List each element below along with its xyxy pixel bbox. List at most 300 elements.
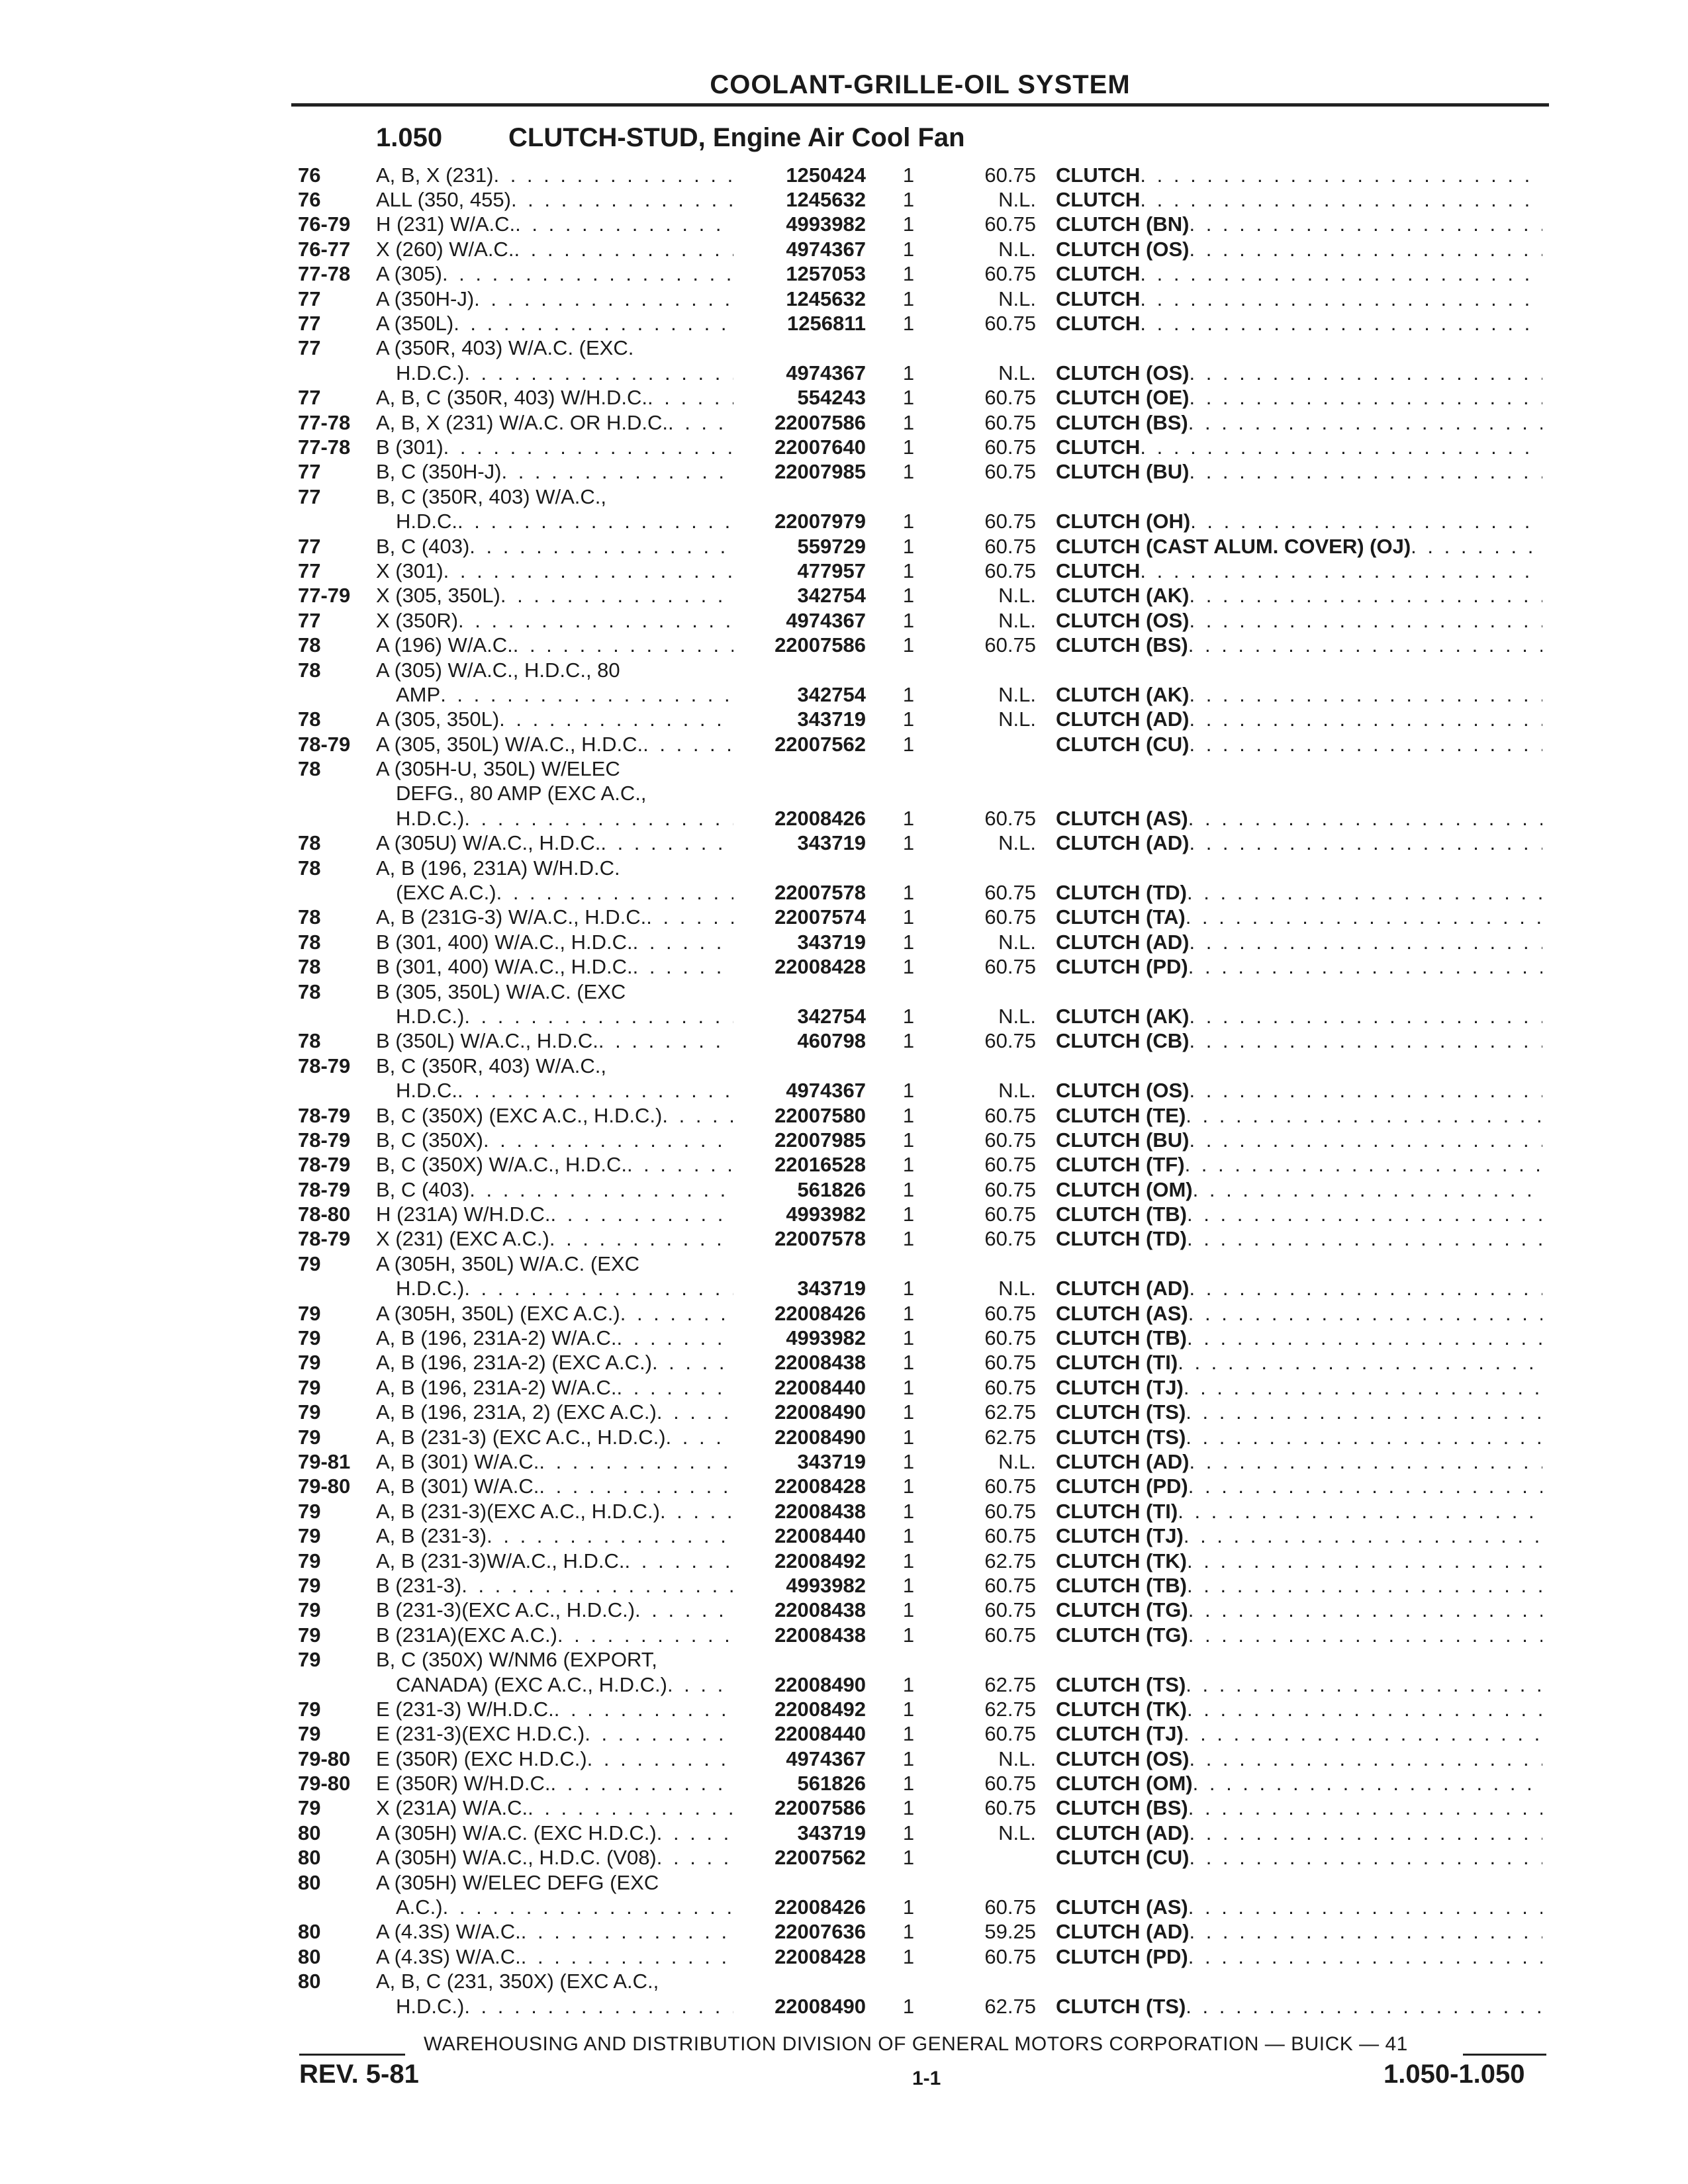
- application: H.D.C.) . . .: [376, 1004, 733, 1028]
- description: CLUTCH (TS) . . .: [1056, 1400, 1542, 1425]
- model-year: 79-80: [298, 1772, 351, 1796]
- table-row: [298, 1301, 1542, 1326]
- table-row: [298, 880, 1542, 905]
- model-year: [298, 1277, 376, 1301]
- price: 60.75: [984, 1375, 1036, 1399]
- description: CLUTCH . . .: [1056, 187, 1542, 212]
- table-row: [298, 484, 1542, 509]
- description: CLUTCH (AD) . . .: [1056, 930, 1542, 954]
- table-row: [298, 608, 1542, 633]
- price: N.L.: [998, 1277, 1036, 1300]
- header-rule: [291, 103, 1549, 107]
- application: A (196) W/A.C. . . .: [376, 633, 733, 657]
- footer-rule-right: [1463, 2054, 1546, 2056]
- quantity: 1: [902, 1672, 915, 1696]
- description: CLUTCH (OE) . . .: [1056, 386, 1542, 410]
- description: CLUTCH (TS) . . .: [1056, 1994, 1542, 2019]
- price: [943, 336, 1056, 361]
- part-number: 342754: [797, 584, 866, 608]
- table-row: [298, 1796, 1542, 1821]
- quantity: 1: [902, 955, 915, 979]
- description: CLUTCH (TI) . . .: [1056, 1351, 1542, 1375]
- table-row: [298, 856, 1542, 880]
- price: [943, 1870, 1056, 1895]
- quantity: 1: [902, 559, 915, 582]
- quantity: 1: [902, 1944, 915, 1968]
- model-year: 79: [298, 1598, 321, 1622]
- quantity: 1: [902, 262, 915, 286]
- description: CLUTCH (AD) . . .: [1056, 1277, 1542, 1301]
- description: CLUTCH (OS) . . .: [1056, 237, 1542, 261]
- application: B, C (350X) (EXC A.C., H.D.C.) . . .: [376, 1103, 733, 1128]
- table-row: [298, 262, 1542, 287]
- table-row: [298, 1623, 1542, 1647]
- price: [943, 856, 1056, 880]
- model-year: [298, 361, 376, 385]
- model-year: 78: [298, 1029, 321, 1053]
- table-row: [298, 682, 1542, 707]
- part-number: 1250424: [786, 163, 866, 187]
- application: CANADA) (EXC A.C., H.D.C.) . . .: [376, 1672, 733, 1697]
- description: CLUTCH (PD) . . .: [1056, 1475, 1542, 1499]
- price: 60.75: [984, 435, 1036, 459]
- part-number: 559729: [797, 534, 866, 558]
- part-number: 22008428: [774, 1944, 866, 1968]
- model-year: 77: [298, 559, 321, 582]
- model-year: 79: [298, 1524, 321, 1548]
- price: 60.75: [984, 1128, 1036, 1152]
- table-row: [298, 1400, 1542, 1425]
- part-number: 4974367: [786, 608, 866, 632]
- description: CLUTCH (AD) . . .: [1056, 831, 1542, 856]
- table-row: [298, 1103, 1542, 1128]
- quantity: [874, 782, 943, 806]
- table-row: [298, 584, 1542, 608]
- quantity: 1: [902, 1747, 915, 1770]
- part-number: 22007636: [774, 1920, 866, 1944]
- description: CLUTCH (TE) . . .: [1056, 1103, 1542, 1128]
- description: [1056, 1647, 1542, 1672]
- model-year: 79: [298, 1648, 321, 1672]
- model-year: 79-81: [298, 1450, 351, 1473]
- description: CLUTCH . . .: [1056, 163, 1542, 187]
- price: N.L.: [998, 707, 1036, 731]
- application: E (350R) (EXC H.D.C.) . . .: [376, 1747, 733, 1771]
- description: CLUTCH (TS) . . .: [1056, 1425, 1542, 1449]
- price: 62.75: [984, 1672, 1036, 1696]
- quantity: 1: [902, 1301, 915, 1325]
- part-number: 460798: [797, 1029, 866, 1053]
- description: CLUTCH (OS) . . .: [1056, 1078, 1542, 1103]
- price: 60.75: [984, 955, 1036, 979]
- application: A, B, C (350R, 403) W/H.D.C. . . .: [376, 386, 733, 410]
- application: DEFG., 80 AMP (EXC A.C.,: [396, 782, 647, 805]
- description: CLUTCH (BS) . . .: [1056, 1796, 1542, 1821]
- part-number: 22008492: [774, 1549, 866, 1572]
- price: 60.75: [984, 410, 1036, 434]
- description: CLUTCH (OH) . . .: [1056, 509, 1542, 533]
- quantity: [874, 1970, 943, 1994]
- price: 60.75: [984, 1301, 1036, 1325]
- model-year: 77: [298, 312, 321, 336]
- quantity: 1: [902, 188, 915, 212]
- table-row: [298, 534, 1542, 559]
- model-year: 78: [298, 856, 321, 880]
- part-number: 22007640: [774, 435, 866, 459]
- description: CLUTCH (PD) . . .: [1056, 955, 1542, 979]
- model-year: 77: [298, 287, 321, 310]
- description: CLUTCH (TD) . . .: [1056, 1227, 1542, 1251]
- quantity: 1: [902, 1994, 915, 2018]
- model-year: 78: [298, 930, 321, 954]
- part-number: 22008490: [774, 1994, 866, 2018]
- price: N.L.: [998, 361, 1036, 385]
- price: N.L.: [998, 287, 1036, 310]
- part-number: 4974367: [786, 361, 866, 385]
- price: 60.75: [984, 1153, 1036, 1177]
- description: [1056, 782, 1542, 806]
- application: A, B (231G-3) W/A.C., H.D.C. . . .: [376, 905, 733, 930]
- description: CLUTCH (AD) . . .: [1056, 1449, 1542, 1474]
- table-row: [298, 658, 1542, 682]
- price: 60.75: [984, 1598, 1036, 1622]
- quantity: 1: [902, 1203, 915, 1226]
- quantity: 1: [902, 1425, 915, 1449]
- part-number: 4993982: [786, 1203, 866, 1226]
- part-number: 1256811: [787, 312, 866, 336]
- application: A (305, 350L) . . .: [376, 707, 733, 732]
- quantity: 1: [902, 732, 915, 756]
- model-year: 80: [298, 1970, 321, 1993]
- quantity: [874, 1054, 943, 1078]
- quantity: 1: [902, 1499, 915, 1523]
- table-row: [298, 756, 1542, 781]
- application: B (231-3) . . .: [376, 1573, 733, 1598]
- quantity: 1: [902, 534, 915, 558]
- price: 60.75: [984, 1177, 1036, 1201]
- description: [1056, 658, 1542, 682]
- quantity: 1: [902, 386, 915, 410]
- part-number: 22008492: [774, 1697, 866, 1721]
- model-year: 78-79: [298, 1103, 351, 1127]
- description: CLUTCH (OS) . . .: [1056, 1747, 1542, 1771]
- description: [1056, 1054, 1542, 1078]
- application: H.D.C. . . .: [376, 509, 733, 533]
- price: 62.75: [984, 1697, 1036, 1721]
- part-number: [733, 1054, 874, 1078]
- table-row: [298, 1846, 1542, 1870]
- description: CLUTCH . . .: [1056, 262, 1542, 287]
- price: 60.75: [984, 881, 1036, 905]
- table-row: [298, 1573, 1542, 1598]
- quantity: 1: [902, 237, 915, 261]
- quantity: 1: [902, 1128, 915, 1152]
- application: B (301, 400) W/A.C., H.D.C. . . .: [376, 955, 733, 979]
- description: CLUTCH (BU) . . .: [1056, 1128, 1542, 1152]
- model-year: [298, 1895, 376, 1919]
- quantity: 1: [902, 1153, 915, 1177]
- application: A (305) . . .: [376, 262, 733, 287]
- quantity: 1: [902, 163, 915, 187]
- part-number: 22007574: [774, 905, 866, 929]
- part-number: 22007562: [774, 1846, 866, 1870]
- part-number: 4993982: [786, 1326, 866, 1350]
- model-year: [298, 782, 376, 806]
- quantity: 1: [902, 410, 915, 434]
- description: [1056, 336, 1542, 361]
- price: [943, 979, 1056, 1004]
- model-year: 78: [298, 905, 321, 929]
- table-row: [298, 1277, 1542, 1301]
- table-row: [298, 1944, 1542, 1969]
- application: A (305, 350L) W/A.C., H.D.C. . . .: [376, 732, 733, 756]
- description: CLUTCH (TJ) . . .: [1056, 1524, 1542, 1548]
- part-number: 22008428: [774, 1475, 866, 1498]
- application: A (4.3S) W/A.C. . . .: [376, 1944, 733, 1969]
- quantity: 1: [902, 930, 915, 954]
- price: N.L.: [998, 682, 1036, 706]
- quantity: 1: [902, 1846, 915, 1870]
- price: N.L.: [998, 188, 1036, 212]
- part-number: 22008490: [774, 1672, 866, 1696]
- model-year: 77-79: [298, 584, 351, 608]
- model-year: 79: [298, 1326, 321, 1350]
- model-year: 79: [298, 1425, 321, 1449]
- description: CLUTCH (AD) . . .: [1056, 1821, 1542, 1845]
- table-row: [298, 287, 1542, 311]
- model-year: 77: [298, 386, 321, 410]
- model-year: 78-79: [298, 1128, 351, 1152]
- application: B, C (403) . . .: [376, 534, 733, 559]
- model-year: 79: [298, 1499, 321, 1523]
- table-row: [298, 1128, 1542, 1152]
- application: X (231A) W/A.C. . . .: [376, 1796, 733, 1821]
- description: [1056, 1251, 1542, 1276]
- footer-section-code: 1.050-1.050: [1383, 2060, 1525, 2089]
- table-row: [298, 1054, 1542, 1078]
- application: A, B (196, 231A-2) W/A.C. . . .: [376, 1375, 733, 1400]
- price: 60.75: [984, 1944, 1036, 1968]
- application: E (350R) W/H.D.C. . . .: [376, 1771, 733, 1796]
- application: H.D.C. . . .: [376, 1078, 733, 1103]
- quantity: 1: [902, 707, 915, 731]
- description: [1056, 1970, 1542, 1994]
- part-number: 22016528: [774, 1153, 866, 1177]
- application: A, B (231-3)W/A.C., H.D.C. . . .: [376, 1549, 733, 1573]
- description: CLUTCH . . .: [1056, 287, 1542, 311]
- model-year: 77: [298, 460, 321, 484]
- description: CLUTCH (AD) . . .: [1056, 707, 1542, 732]
- quantity: 1: [902, 1227, 915, 1251]
- application: B, C (350H-J) . . .: [376, 460, 733, 484]
- quantity: 1: [902, 1598, 915, 1622]
- price: [943, 1054, 1056, 1078]
- application: X (305, 350L) . . .: [376, 584, 733, 608]
- model-year: 80: [298, 1870, 321, 1894]
- application: B, C (403) . . .: [376, 1177, 733, 1202]
- price: 60.75: [984, 559, 1036, 582]
- part-number: 22008440: [774, 1375, 866, 1399]
- application: B, C (350X) W/NM6 (EXPORT,: [376, 1648, 657, 1672]
- application: B, C (350X) . . .: [376, 1128, 733, 1152]
- quantity: 1: [902, 1623, 915, 1647]
- application: A (305U) W/A.C., H.D.C. . . .: [376, 831, 733, 856]
- table-row: [298, 361, 1542, 385]
- part-number: 1245632: [786, 287, 866, 310]
- price: [943, 484, 1056, 509]
- part-number: [733, 1970, 874, 1994]
- price: 60.75: [984, 460, 1036, 484]
- part-number: 22008438: [774, 1598, 866, 1622]
- description: CLUTCH (CU) . . .: [1056, 732, 1542, 756]
- quantity: 1: [902, 460, 915, 484]
- model-year: 78: [298, 757, 321, 781]
- model-year: 77-78: [298, 435, 351, 459]
- price: 62.75: [984, 1425, 1036, 1449]
- application: A (305H, 350L) (EXC A.C.) . . .: [376, 1301, 733, 1326]
- model-year: 78-79: [298, 1153, 351, 1177]
- part-number: 22008490: [774, 1425, 866, 1449]
- quantity: 1: [902, 1796, 915, 1820]
- application: (EXC A.C.) . . .: [376, 880, 733, 905]
- application: A, B (231-3)(EXC A.C., H.D.C.) . . .: [376, 1499, 733, 1524]
- model-year: 77-78: [298, 262, 351, 286]
- model-year: 79: [298, 1697, 321, 1721]
- application: ALL (350, 455) . . .: [376, 187, 733, 212]
- price: 60.75: [984, 1499, 1036, 1523]
- model-year: 78-80: [298, 1203, 351, 1226]
- table-row: [298, 1153, 1542, 1177]
- table-row: [298, 435, 1542, 459]
- description: CLUTCH (AS) . . .: [1056, 1895, 1542, 1919]
- model-year: 78: [298, 707, 321, 731]
- description: CLUTCH (OS) . . .: [1056, 608, 1542, 633]
- table-row: [298, 187, 1542, 212]
- price: N.L.: [998, 1450, 1036, 1473]
- part-number: 22008428: [774, 955, 866, 979]
- model-year: 78: [298, 658, 321, 682]
- quantity: 1: [902, 1821, 915, 1844]
- quantity: 1: [902, 1920, 915, 1944]
- description: CLUTCH (TK) . . .: [1056, 1697, 1542, 1721]
- application: X (231) (EXC A.C.) . . .: [376, 1227, 733, 1251]
- description: CLUTCH (CAST ALUM. COVER) (OJ) . . .: [1056, 534, 1542, 559]
- table-row: [298, 336, 1542, 361]
- model-year: 76: [298, 163, 321, 187]
- quantity: 1: [902, 608, 915, 632]
- application: A, B (196, 231A-2) W/A.C. . . .: [376, 1326, 733, 1350]
- quantity: 1: [902, 584, 915, 608]
- description: CLUTCH (BS) . . .: [1056, 410, 1542, 435]
- part-number: 22008440: [774, 1524, 866, 1548]
- table-row: [298, 1647, 1542, 1672]
- model-year: 80: [298, 1944, 321, 1968]
- part-number: 22007586: [774, 410, 866, 434]
- application: X (301) . . .: [376, 559, 733, 583]
- part-number: 22008426: [774, 806, 866, 830]
- table-row: [298, 1449, 1542, 1474]
- price: 60.75: [984, 1203, 1036, 1226]
- table-row: [298, 559, 1542, 583]
- quantity: 1: [902, 1450, 915, 1473]
- part-number: 22007985: [774, 460, 866, 484]
- application: H (231) W/A.C. . . .: [376, 212, 733, 237]
- price: N.L.: [998, 608, 1036, 632]
- quantity: [874, 1647, 943, 1672]
- table-row: [298, 410, 1542, 435]
- model-year: 79-80: [298, 1475, 351, 1498]
- table-row: [298, 1475, 1542, 1499]
- description: [1056, 756, 1542, 781]
- quantity: 1: [902, 905, 915, 929]
- application: B, C (350R, 403) W/A.C.,: [376, 1054, 606, 1077]
- application: A, B (231-3) (EXC A.C., H.D.C.) . . .: [376, 1425, 733, 1449]
- description: CLUTCH (TB) . . .: [1056, 1326, 1542, 1350]
- application: A (350R, 403) W/A.C. (EXC.: [376, 336, 634, 360]
- table-row: [298, 955, 1542, 979]
- table-row: [298, 1598, 1542, 1623]
- price: N.L.: [998, 1747, 1036, 1770]
- quantity: [874, 336, 943, 361]
- part-number: [733, 782, 874, 806]
- model-year: 80: [298, 1920, 321, 1944]
- application: A (4.3S) W/A.C. . . .: [376, 1920, 733, 1944]
- model-year: 79: [298, 1351, 321, 1375]
- table-row: [298, 1375, 1542, 1400]
- table-row: [298, 1202, 1542, 1226]
- application: H (231A) W/H.D.C. . . .: [376, 1202, 733, 1226]
- model-year: 79: [298, 1375, 321, 1399]
- quantity: 1: [902, 881, 915, 905]
- description: CLUTCH . . .: [1056, 559, 1542, 583]
- quantity: 1: [902, 1697, 915, 1721]
- price: N.L.: [998, 831, 1036, 855]
- quantity: 1: [902, 1895, 915, 1919]
- model-year: 79: [298, 1573, 321, 1597]
- table-row: [298, 163, 1542, 187]
- price: 60.75: [984, 905, 1036, 929]
- description: CLUTCH (TK) . . .: [1056, 1549, 1542, 1573]
- quantity: 1: [902, 1103, 915, 1127]
- table-row: [298, 1870, 1542, 1895]
- price: [943, 756, 1056, 781]
- application: B (305, 350L) W/A.C. (EXC: [376, 979, 626, 1003]
- part-number: 4974367: [786, 1747, 866, 1770]
- price: [943, 1251, 1056, 1276]
- application: A, B (196, 231A) W/H.D.C.: [376, 856, 620, 880]
- part-number: 561826: [797, 1772, 866, 1796]
- description: CLUTCH (CU) . . .: [1056, 1846, 1542, 1870]
- quantity: 1: [902, 435, 915, 459]
- application: A, B (196, 231A, 2) (EXC A.C.) . . .: [376, 1400, 733, 1425]
- part-number: 477957: [797, 559, 866, 582]
- footer-rule-left: [299, 2054, 405, 2056]
- quantity: 1: [902, 287, 915, 310]
- table-row: [298, 1771, 1542, 1796]
- quantity: 1: [902, 831, 915, 855]
- price: 60.75: [984, 312, 1036, 336]
- quantity: 1: [902, 1475, 915, 1498]
- quantity: 1: [902, 1400, 915, 1424]
- footer-revision: REV. 5-81: [299, 2060, 419, 2089]
- model-year: 78: [298, 955, 321, 979]
- footer-publisher: WAREHOUSING AND DISTRIBUTION DIVISION OF GENERAL MOTORS CORPORATION — BUICK — 41: [424, 2033, 1408, 2055]
- model-year: [298, 509, 376, 533]
- application: E (231-3) W/H.D.C. . . .: [376, 1697, 733, 1721]
- table-row: [298, 237, 1542, 261]
- description: CLUTCH (TS) . . .: [1056, 1672, 1542, 1697]
- application: A (305H) W/A.C., H.D.C. (V08) . . .: [376, 1846, 733, 1870]
